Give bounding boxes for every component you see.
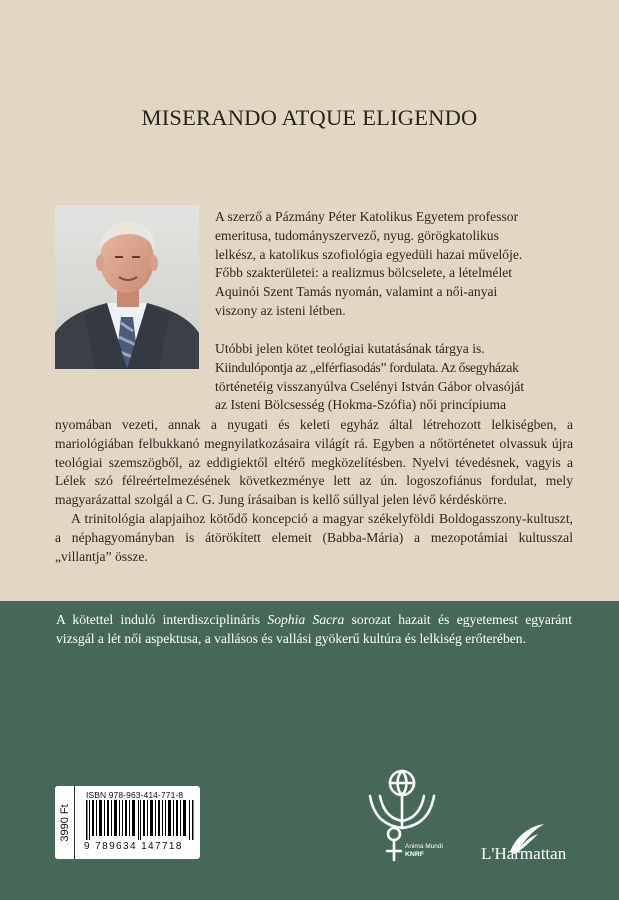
bio-line: Főbb szakterületei: a realizmus bölcselete, a lételmélet	[215, 265, 513, 281]
content-line: történetéig visszanyúlva Cselényi István Gábor olvasóját	[215, 378, 525, 394]
bio-line: emeritusa, tudományszervező, nyug. görögkatolikus	[215, 227, 499, 243]
knrf-line-2: KNRF	[405, 850, 424, 858]
bio-line: A szerző a Pázmány Péter Katolikus Egyetem professor	[215, 209, 519, 224]
content-paragraph-full	[55, 416, 573, 566]
content-paragraph-side	[215, 340, 573, 415]
knrf-line-1: Anima Mundi	[405, 843, 443, 850]
author-portrait	[55, 205, 199, 369]
content-line: az Isteni Bölcsesség (Hokma-Szófia) női princípiuma	[215, 397, 507, 413]
content-line: Utóbbi jelen kötet teológiai kutatásának tárgya is.	[215, 341, 485, 356]
isbn-label: ISBN 978-963-414-771-8	[86, 790, 184, 800]
isbn-digits: 9 789634 147718	[84, 841, 183, 852]
price-label: 3990 Ft	[58, 803, 71, 842]
book-title: MISERANDO ATQUE ELIGENDO	[141, 105, 478, 130]
series-text-before: A kötettel induló interdiszciplináris	[56, 612, 268, 627]
bio-line: lelkész, a katolikus szofiológia egyedüli hazai művelője.	[215, 246, 523, 262]
series-text-after: sorozat hazait és egyetemest egyaránt vizsgál a lét női aspektusa, a vallásos és vallási gyökerű kultúra és lelkiség erőterében.	[56, 612, 573, 646]
series-name: Sophia Sacra	[267, 612, 345, 627]
price-tag	[55, 786, 75, 859]
author-bio	[215, 208, 573, 321]
series-description	[56, 611, 572, 649]
content-paragraph: nyomában vezeti, annak a nyugati és keleti egyház által létrehozott lelkiségben, a mariológiában felbukkanó megnyilatkozásaira világít rá. Egyben a nőtörténetet olvassuk újra teológiai szemszögből, az eddigiektől eltérő megközelítésben. Nyelvi tévedésnek, vagyis a Lélek szó félreértelmezésének következménye lett az ún. logoszofiánus fordulat, mely magyarázattal szolgál a C. G. Jung írásaiban is kellő súllyal jelen lévő kérdéskörre.	[55, 417, 573, 508]
trinitology-paragraph: A trinitológia alapjaihoz kötődő koncepció a magyar székelyföldi Boldogasszony-kultuszt, a néphagyományban is átörökített elemeit (Babba-Mária) a mezopotámiai kultusszal „villantja” össze.	[55, 510, 573, 564]
barcode-icon	[86, 800, 194, 840]
bio-line: Aquinói Szent Tamás nyomán, valamint a női-anyai	[215, 284, 498, 300]
knrf-caption	[405, 843, 443, 858]
author-photo-illustration	[55, 205, 199, 369]
publisher-logo: L'Harmattan	[481, 844, 567, 863]
bio-line: viszony az isteni létben.	[215, 302, 346, 318]
content-line: Kiindulópontja az „elférfiasodás” fordulata. Az ősegyházak	[215, 359, 519, 375]
